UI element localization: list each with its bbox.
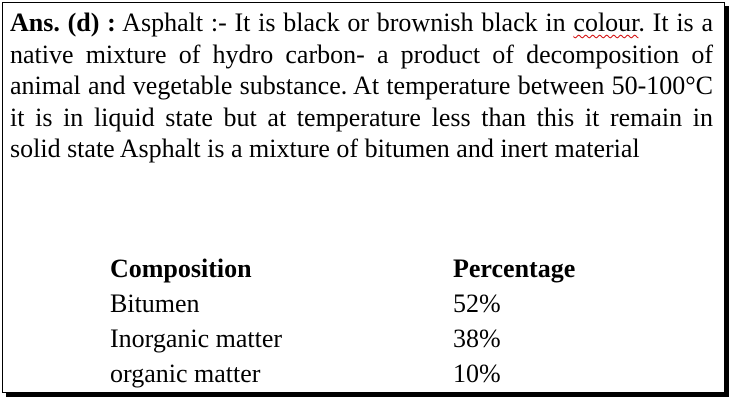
answer-text-rest: . It is a native mixture of hydro carbon- a product of decomposition of animal and vegetable substance. At temperature between 50-100°C it is in liquid state but at temperature less than this it remain in solid state Asphalt is a mixture of bitumen and inert material	[10, 8, 713, 163]
spellcheck-word: colour	[573, 8, 639, 37]
cell-composition: organic matter	[110, 359, 261, 388]
cell-composition: Inorganic matter	[110, 324, 283, 353]
answer-paragraph	[10, 7, 713, 165]
box-shadow-bottom	[6, 393, 729, 397]
table-header-row	[110, 253, 653, 288]
header-composition: Composition	[110, 254, 252, 283]
composition-table	[110, 253, 653, 393]
cell-composition: Bitumen	[110, 289, 200, 318]
table-row	[110, 288, 653, 323]
table-row	[110, 323, 653, 358]
cell-percentage: 10%	[453, 359, 501, 388]
cell-percentage: 38%	[453, 324, 501, 353]
answer-label: Ans. (d) :	[10, 8, 116, 37]
box-shadow-right	[725, 6, 729, 397]
cell-percentage: 52%	[453, 289, 501, 318]
header-percentage: Percentage	[453, 254, 576, 283]
table-row	[110, 358, 653, 393]
answer-text-start: Asphalt :- It is black or brownish black in	[115, 8, 574, 37]
